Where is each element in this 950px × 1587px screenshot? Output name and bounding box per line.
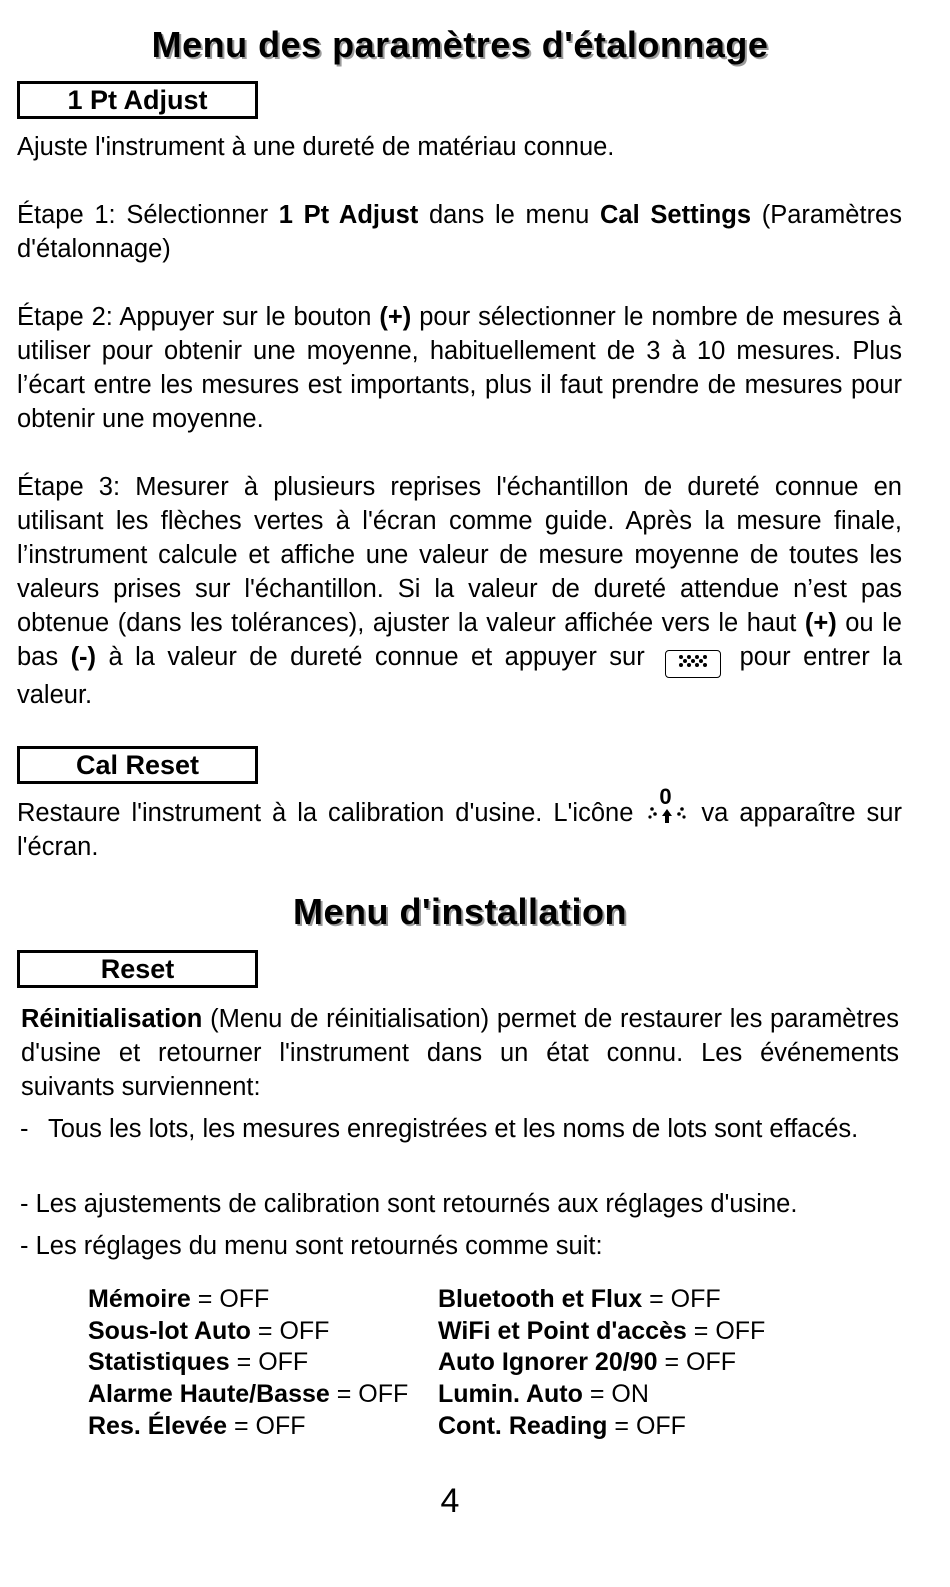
list-item: - Les réglages du menu sont retournés comme suit: [20, 1232, 603, 1260]
reset-paragraph: Réinitialisation (Menu de réinitialisation) permet de restaurer les paramètres d'usine et retourner l'instrument dans un état connu. Les événements suivants surviennent: [21, 1005, 899, 1101]
setting-row: Auto Ignorer 20/90 = OFF [438, 1348, 736, 1377]
section1-intro: Ajuste l'instrument à une dureté de matériau connue. [17, 133, 615, 161]
setting-row: Alarme Haute/Basse = OFF [88, 1380, 409, 1409]
setting-row: Mémoire = OFF [88, 1285, 270, 1313]
settings-right-column [438, 1284, 765, 1443]
reset-icon-digit: 0 [659, 784, 672, 809]
setting-row: Lumin. Auto = ON [438, 1380, 649, 1409]
section-header-reset: Reset [17, 950, 258, 988]
step2-paragraph: Étape 2: Appuyer sur le bouton (+) pour sélectionner le nombre de mesures à utiliser pour obtenir une moyenne, habituellement de 3 à 10 mesures. Plus l’écart entre les mesures est importants, plus il faut prendre de mesures pour obtenir une moyenne. [17, 303, 903, 433]
step3-paragraph: Étape 3: Mesurer à plusieurs reprises l'échantillon de dureté connue en utilisant les flèches vertes à l'écran comme guide. Après la mesure finale, l’instrument calcule et affiche une valeur de mesure moyenne de toutes les valeurs prises sur l'échantillon. Si la valeur de dureté attendue n’est pas obtenue (dans les tolérances), ajuster la valeur affichée vers le haut (+) ou le bas (-) à la valeur de dureté connue et appuyer sur pour entrer la valeur. [17, 473, 902, 709]
factory-reset-icon [646, 784, 688, 825]
setting-row: Res. Élevée = OFF [88, 1411, 306, 1440]
keypad-dots-icon [665, 650, 721, 678]
page-number: 4 [440, 1482, 460, 1520]
setting-row: WiFi et Point d'accès = OFF [438, 1316, 766, 1345]
page-title: Menu des paramètres d'étalonnage [151, 24, 769, 65]
list-item: - Tous les lots, les mesures enregistrées et les noms de lots sont effacés. [20, 1115, 859, 1143]
cal-reset-paragraph: Restaure l'instrument à la calibration d'usine. L'icône 0 va apparaître sur l'écran. [17, 784, 902, 861]
step1-paragraph: Étape 1: Sélectionner 1 Pt Adjust dans le menu Cal Settings (Paramètres d'étalonnage) [17, 201, 902, 263]
setting-row: Cont. Reading = OFF [438, 1411, 686, 1440]
setting-row: Sous-lot Auto = OFF [88, 1316, 330, 1345]
list-item: - Les ajustements de calibration sont retournés aux réglages d'usine. [20, 1190, 798, 1218]
settings-left-column [88, 1284, 408, 1443]
section-header-cal-reset: Cal Reset [17, 746, 258, 784]
section-header-1pt-adjust: 1 Pt Adjust [17, 81, 258, 119]
setting-row: Bluetooth et Flux = OFF [438, 1285, 721, 1313]
setting-row: Statistiques = OFF [88, 1348, 309, 1377]
installation-title: Menu d'installation [292, 891, 628, 932]
